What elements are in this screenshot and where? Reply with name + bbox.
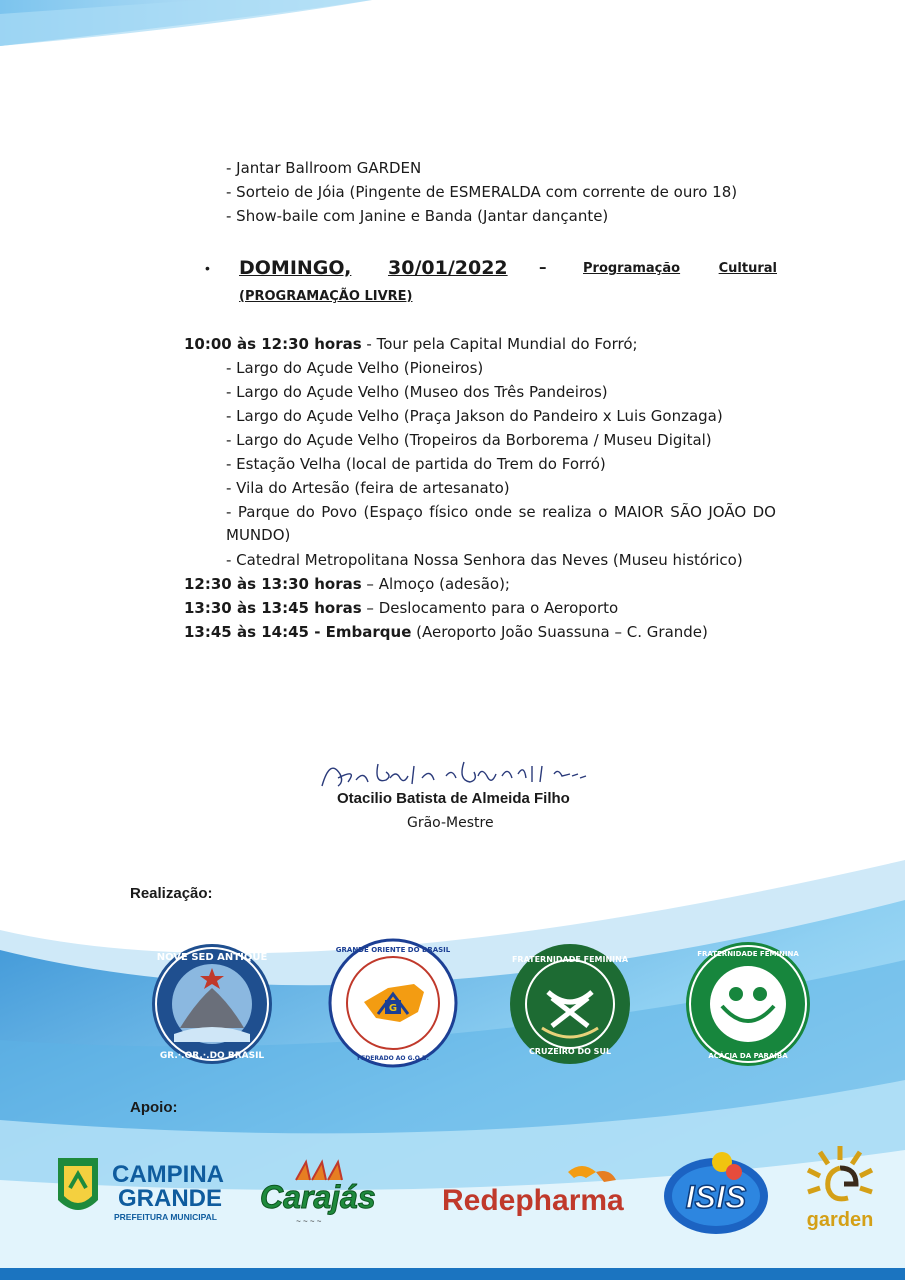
seal-fraternidade-feminina bbox=[508, 942, 632, 1066]
schedule-time: 10:00 às 12:30 horas bbox=[184, 335, 362, 353]
domingo-subtitle: (PROGRAMAÇÃO LIVRE) bbox=[239, 289, 413, 304]
signature-scribble bbox=[318, 752, 598, 794]
seal-grande-oriente bbox=[328, 938, 458, 1068]
svg-text:PREFEITURA MUNICIPAL: PREFEITURA MUNICIPAL bbox=[114, 1212, 217, 1222]
list-item: - Largo do Açude Velho (Pioneiros) bbox=[226, 359, 484, 377]
signer-name: Otacilio Batista de Almeida Filho bbox=[337, 790, 570, 807]
schedule-almoco bbox=[184, 574, 510, 594]
svg-text:FRATERNIDADE FEMININA: FRATERNIDADE FEMININA bbox=[511, 955, 629, 964]
svg-text:~ ~ ~ ~: ~ ~ ~ ~ bbox=[296, 1217, 322, 1226]
list-item: - Estação Velha (local de partida do Trem do Forró) bbox=[226, 455, 606, 473]
list-item: - Largo do Açude Velho (Museo dos Três Pandeiros) bbox=[226, 383, 608, 401]
list-item: - Jantar Ballroom GARDEN bbox=[226, 159, 422, 177]
list-item: - Largo do Açude Velho (Tropeiros da Borborema / Museu Digital) bbox=[226, 431, 712, 449]
list-item: - Show-baile com Janine e Banda (Jantar dançante) bbox=[226, 207, 609, 225]
list-item: - Sorteio de Jóia (Pingente de ESMERALDA com corrente de ouro 18) bbox=[226, 183, 738, 201]
svg-text:Redepharma: Redepharma bbox=[442, 1184, 624, 1217]
schedule-text: (Aeroporto João Suassuna – C. Grande) bbox=[411, 623, 708, 641]
schedule-embarque bbox=[184, 622, 708, 642]
list-item: - Largo do Açude Velho (Praça Jakson do Pandeiro x Luis Gonzaga) bbox=[226, 407, 723, 425]
list-item-parque: - Parque do Povo (Espaço físico onde se realiza o MAIOR SÃO JOÃO DO MUNDO) bbox=[226, 503, 776, 544]
logo-carajas bbox=[256, 1156, 410, 1228]
svg-text:GRANDE ORIENTE DO BRASIL: GRANDE ORIENTE DO BRASIL bbox=[335, 946, 451, 954]
logo-redepharma bbox=[440, 1164, 624, 1220]
schedule-text: - Tour pela Capital Mundial do Forró; bbox=[361, 335, 638, 353]
list-item: - Vila do Artesão (feira de artesanato) bbox=[226, 479, 510, 497]
domingo-date: 30/01/2022 bbox=[388, 257, 508, 279]
logo-garden bbox=[798, 1140, 882, 1240]
schedule-time: 13:30 às 13:45 horas bbox=[184, 599, 362, 617]
schedule-text: – Almoço (adesão); bbox=[361, 575, 510, 593]
domingo-heading bbox=[205, 257, 777, 285]
domingo-day: DOMINGO, bbox=[239, 257, 352, 279]
svg-text:GRANDE: GRANDE bbox=[118, 1185, 223, 1212]
svg-text:G: G bbox=[388, 1003, 398, 1014]
svg-text:Carajás: Carajás bbox=[260, 1179, 376, 1215]
svg-text:garden: garden bbox=[806, 1209, 874, 1231]
bullet-icon: • bbox=[205, 260, 210, 276]
seal-fraternidade-acacia bbox=[684, 940, 812, 1068]
apoio-label: Apoio: bbox=[130, 1099, 178, 1116]
svg-text:CRUZEIRO DO SUL: CRUZEIRO DO SUL bbox=[528, 1047, 612, 1056]
realizacao-label: Realização: bbox=[130, 885, 213, 902]
svg-text:FRATERNIDADE FEMININA: FRATERNIDADE FEMININA bbox=[697, 950, 799, 958]
schedule-time: 13:45 às 14:45 - Embarque bbox=[184, 623, 412, 641]
list-item: - Catedral Metropolitana Nossa Senhora das Neves (Museu histórico) bbox=[226, 551, 743, 569]
signer-role: Grão-Mestre bbox=[407, 815, 494, 831]
svg-text:FEDERADO AO G.O.B.: FEDERADO AO G.O.B. bbox=[357, 1055, 429, 1062]
logo-campina-grande bbox=[52, 1152, 230, 1224]
seal-nove-sed-antique bbox=[150, 942, 274, 1066]
svg-text:ISIS: ISIS bbox=[685, 1179, 747, 1215]
schedule-text: – Deslocamento para o Aeroporto bbox=[361, 599, 619, 617]
svg-text:CAMPINA: CAMPINA bbox=[112, 1161, 224, 1188]
logo-isis bbox=[660, 1148, 772, 1240]
svg-text:NOVE SED ANTIQUE: NOVE SED ANTIQUE bbox=[156, 952, 268, 963]
schedule-deslocamento bbox=[184, 598, 618, 618]
domingo-dash: – bbox=[539, 258, 547, 276]
schedule-tour bbox=[184, 334, 638, 354]
svg-text:GR.·.OR.·.DO BRASIL: GR.·.OR.·.DO BRASIL bbox=[159, 1051, 265, 1061]
domingo-cultural: Cultural bbox=[718, 261, 777, 276]
domingo-programacao: Programação bbox=[583, 261, 681, 276]
svg-text:ACÁCIA DA PARAÍBA: ACÁCIA DA PARAÍBA bbox=[708, 1052, 788, 1060]
schedule-time: 12:30 às 13:30 horas bbox=[184, 575, 362, 593]
